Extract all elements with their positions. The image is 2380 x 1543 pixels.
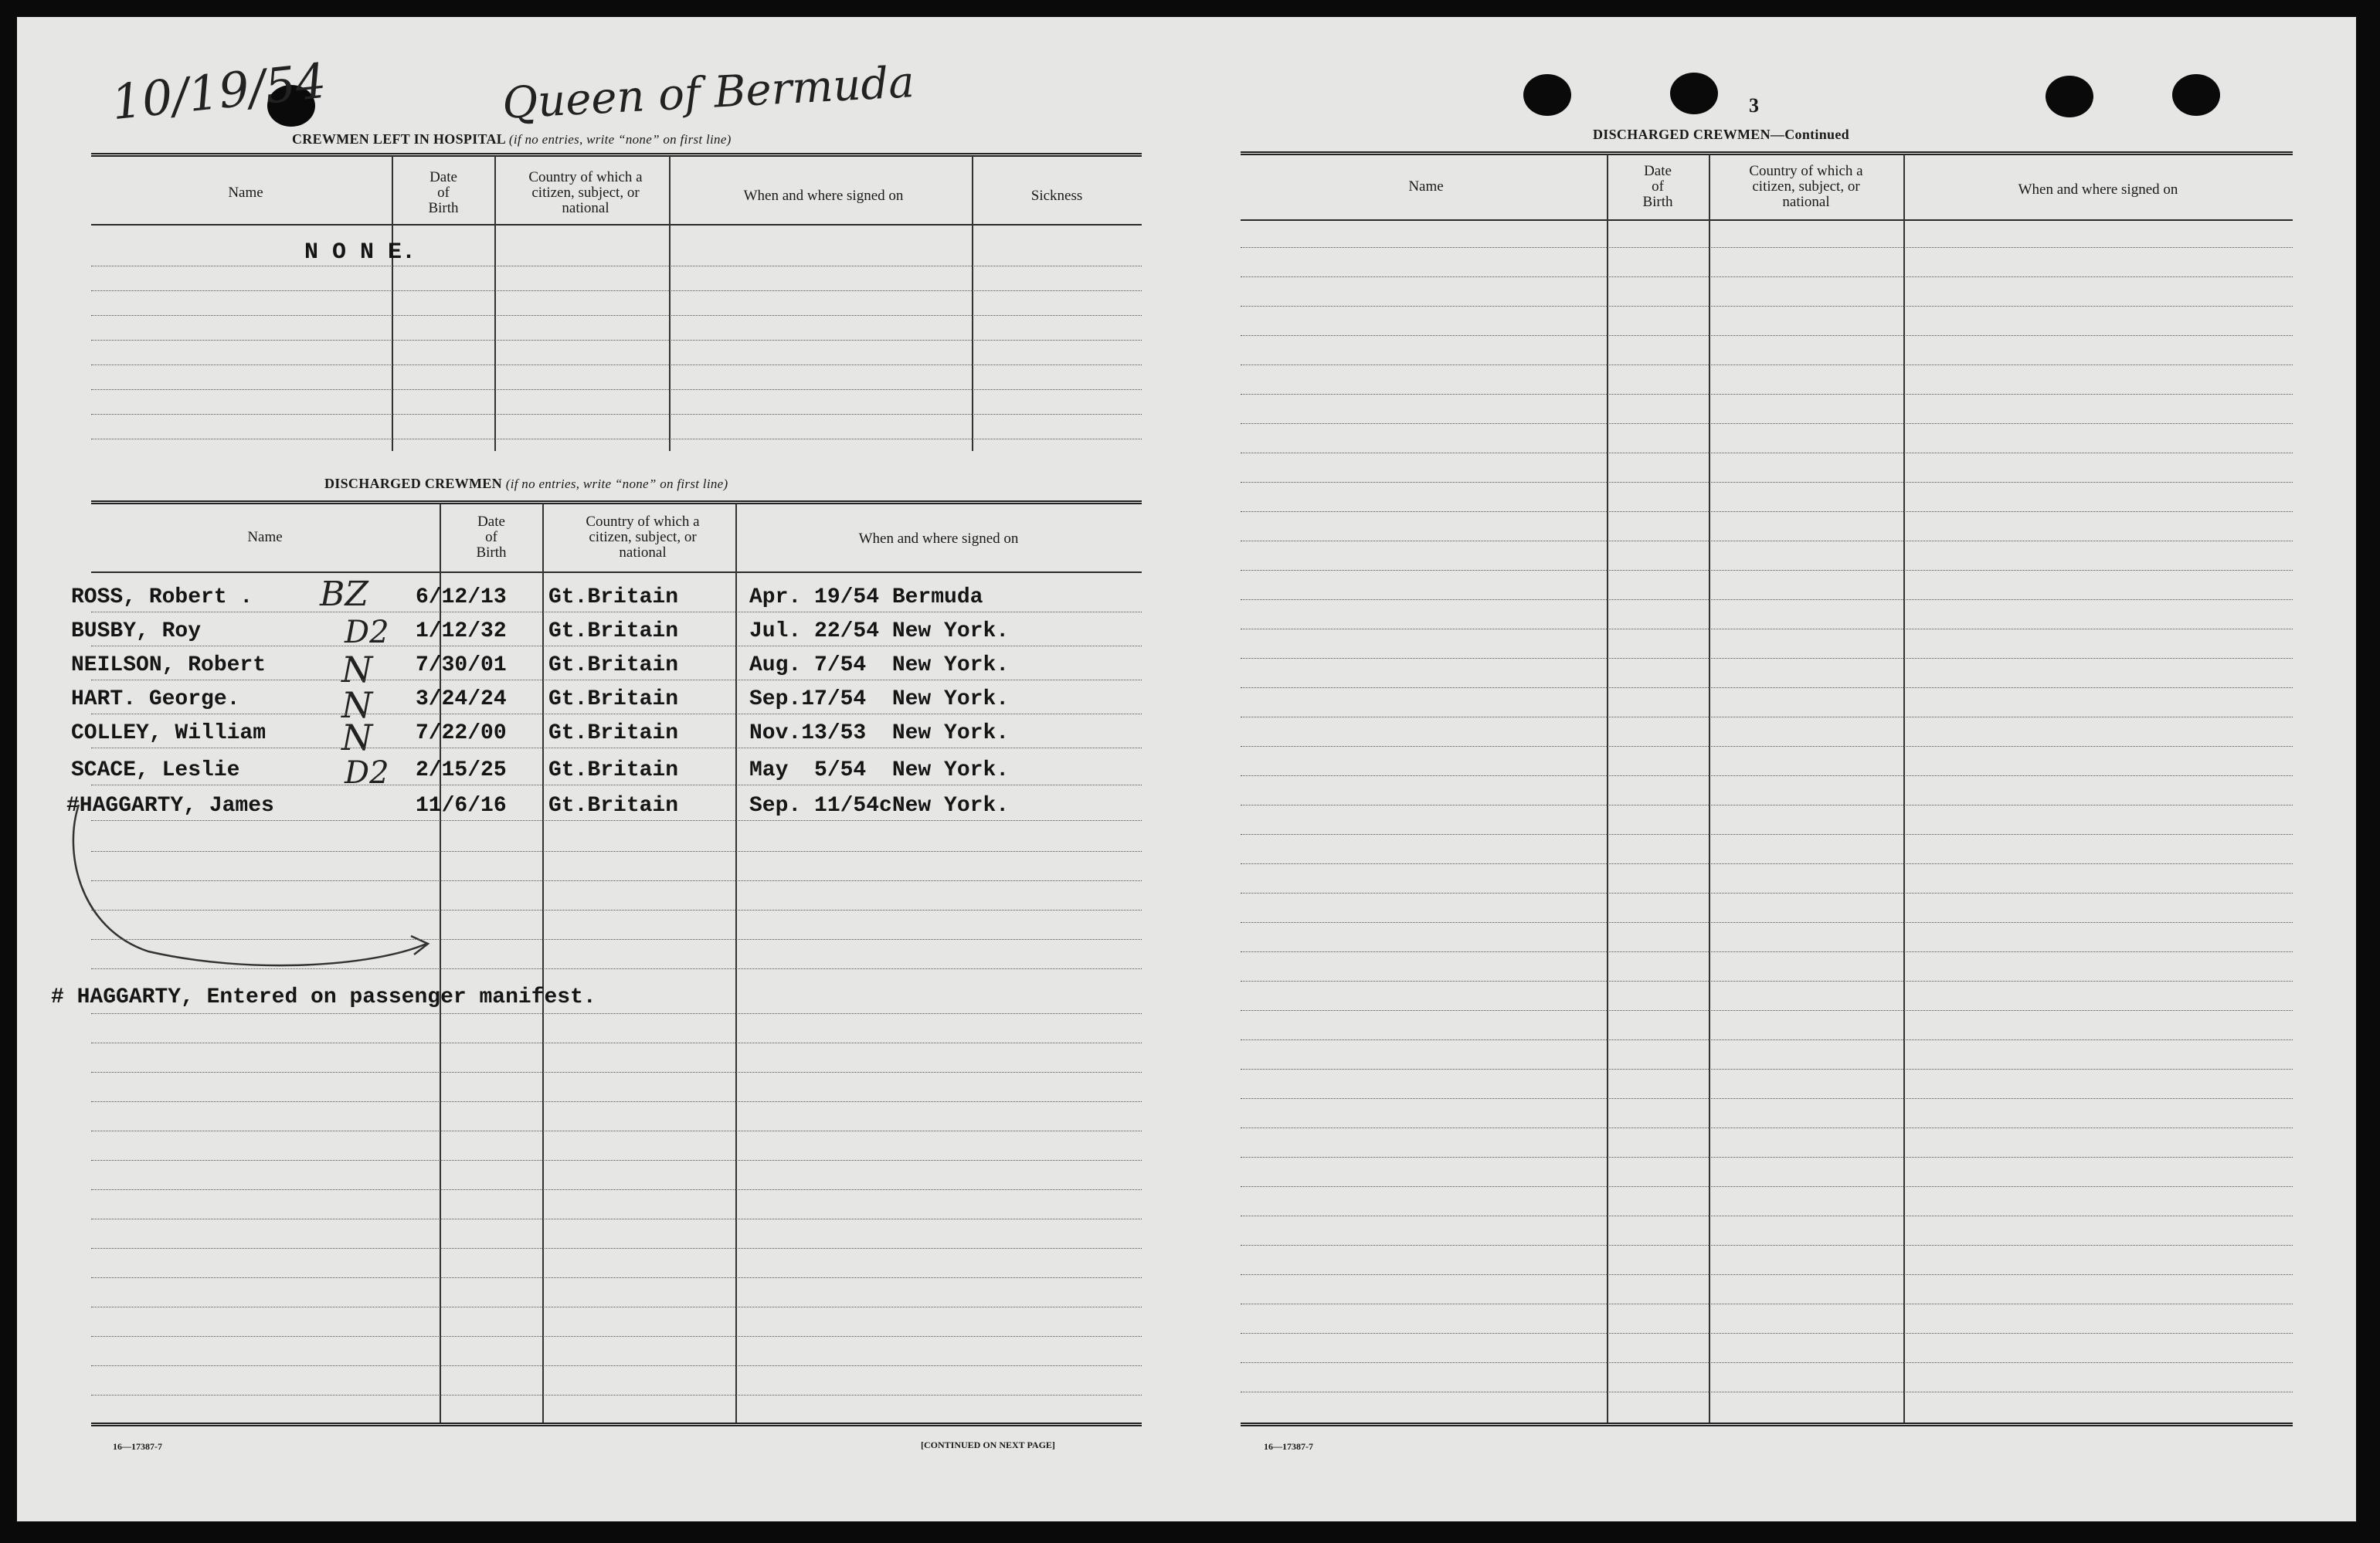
punch-hole	[1670, 73, 1718, 114]
discharged-section-title: DISCHARGED CREWMEN (if no entries, write “none” on first line)	[324, 476, 728, 491]
handwritten-mark: N	[341, 684, 373, 726]
crew-country: Gt.Britain	[548, 687, 679, 711]
crew-signed-on: Sep. 11/54cNew York.	[749, 794, 1010, 818]
form-number-left: 16—17387-7	[113, 1441, 162, 1452]
crew-signed-on: Sep.17/54 New York.	[749, 687, 1010, 711]
right-col-signed: When and where signed on	[2018, 181, 2178, 198]
hospital-col-name: Name	[228, 185, 263, 201]
crew-name: #HAGGARTY, James	[66, 794, 274, 818]
crew-dob: 11/6/16	[416, 794, 507, 818]
crew-country: Gt.Britain	[548, 619, 679, 643]
crew-signed-on: Apr. 19/54 Bermuda	[749, 585, 983, 609]
handwritten-mark: D2	[345, 755, 389, 791]
document-page	[17, 17, 2356, 1521]
discharged-col-country: Country of which a citizen, subject, or national	[586, 514, 700, 561]
punch-hole	[1523, 74, 1571, 116]
discharged-col-name: Name	[247, 529, 283, 545]
crew-dob: 3/24/24	[416, 687, 507, 711]
hospital-col-sickness: Sickness	[1030, 188, 1083, 204]
crew-dob: 7/22/00	[416, 721, 507, 745]
crew-country: Gt.Britain	[548, 721, 679, 745]
crew-country: Gt.Britain	[548, 794, 679, 818]
punch-hole	[2046, 76, 2093, 117]
crew-name: NEILSON, Robert	[71, 653, 267, 677]
hospital-entry-none: N O N E.	[304, 239, 416, 266]
hospital-col-dob: Date of Birth	[428, 169, 459, 216]
handwritten-mark: BZ	[320, 575, 368, 614]
punch-hole	[2172, 74, 2220, 116]
crew-signed-on: Jul. 22/54 New York.	[749, 619, 1010, 643]
crew-signed-on: May 5/54 New York.	[749, 758, 1010, 782]
crew-name: HART. George.	[71, 687, 240, 711]
right-col-country: Country of which a citizen, subject, or national	[1749, 163, 1863, 210]
page-number: 3	[1749, 94, 1760, 117]
discharged-col-dob: Date of Birth	[476, 514, 507, 561]
crew-country: Gt.Britain	[548, 653, 679, 677]
right-col-dob: Date of Birth	[1642, 163, 1673, 210]
hospital-col-signed: When and where signed on	[743, 188, 904, 204]
continued-on-next-page: [CONTINUED ON NEXT PAGE]	[921, 1440, 1055, 1450]
handwritten-reference-number: 10/19/54	[108, 52, 329, 131]
crew-name: ROSS, Robert .	[71, 585, 253, 609]
crew-name: SCACE, Leslie	[71, 758, 240, 782]
handwritten-mark: N	[341, 649, 373, 690]
crew-dob: 1/12/32	[416, 619, 507, 643]
crew-name: BUSBY, Roy	[71, 619, 202, 643]
crew-signed-on: Aug. 7/54 New York.	[749, 653, 1010, 677]
haggarty-footnote: # HAGGARTY, Entered on passenger manifest.	[51, 985, 596, 1009]
handwritten-ship-name: Queen of Bermuda	[501, 57, 916, 129]
handwritten-mark: D2	[345, 615, 389, 650]
form-number-right: 16—17387-7	[1264, 1441, 1313, 1452]
crew-name: COLLEY, William	[71, 721, 267, 745]
discharged-col-signed: When and where signed on	[858, 531, 1019, 547]
discharged-section-instruction: (if no entries, write “none” on first line)	[505, 476, 728, 491]
right-col-name: Name	[1408, 178, 1444, 195]
crew-dob: 2/15/25	[416, 758, 507, 782]
hospital-section-title: CREWMEN LEFT IN HOSPITAL (if no entries, write “none” on first line)	[292, 131, 732, 147]
crew-dob: 6/12/13	[416, 585, 507, 609]
right-section-title: DISCHARGED CREWMEN—Continued	[1593, 127, 1849, 142]
crew-country: Gt.Britain	[548, 585, 679, 609]
crew-country: Gt.Britain	[548, 758, 679, 782]
hospital-col-country: Country of which a citizen, subject, or national	[528, 169, 643, 216]
crew-signed-on: Nov.13/53 New York.	[749, 721, 1010, 745]
crew-dob: 7/30/01	[416, 653, 507, 677]
hospital-section-instruction: (if no entries, write “none” on first line)	[508, 132, 732, 147]
handwritten-mark: N	[341, 717, 373, 758]
